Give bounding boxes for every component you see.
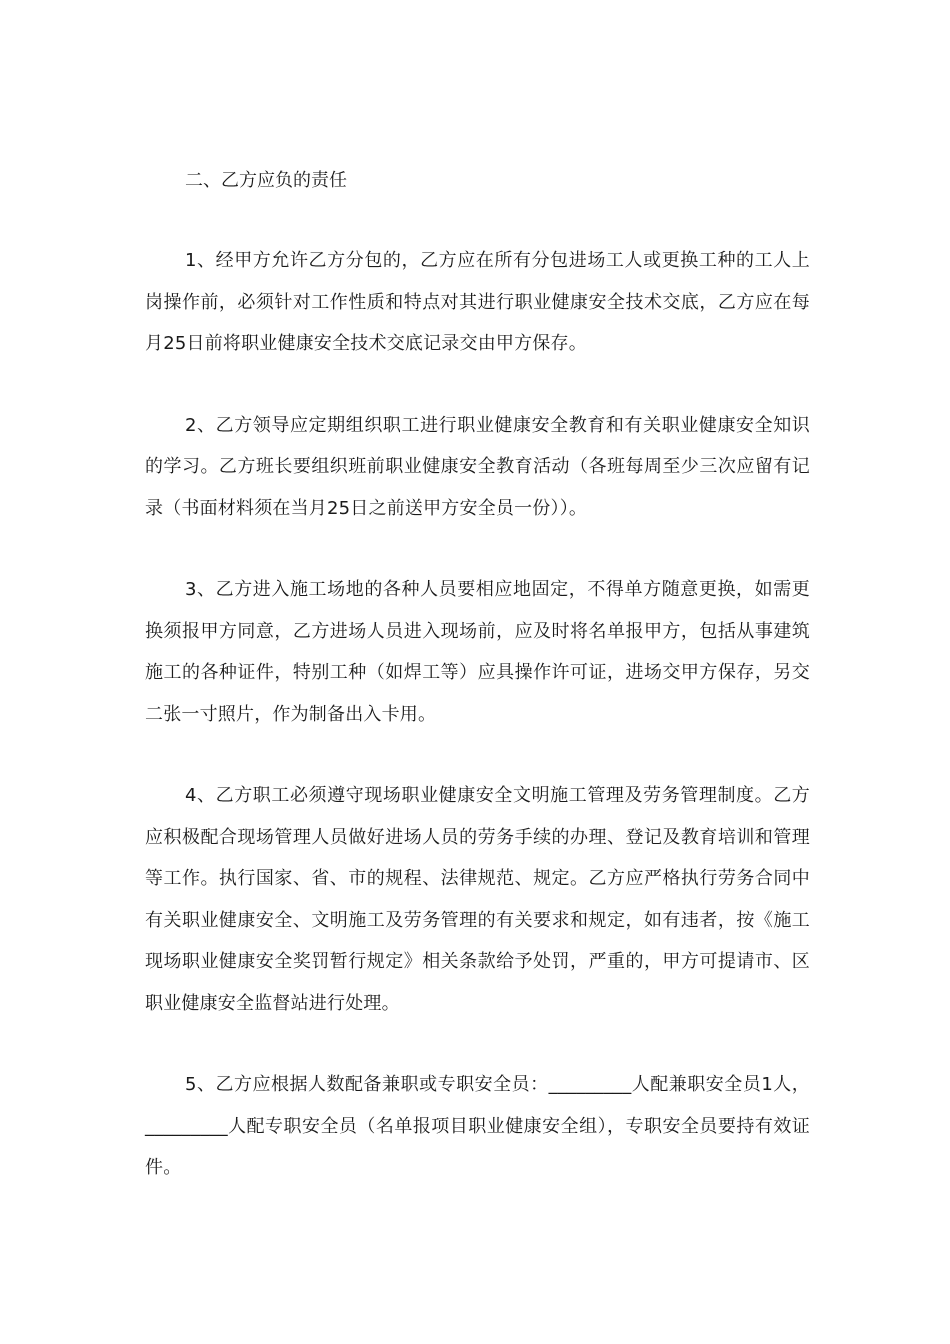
paragraph-3: 3、乙方进入施工场地的各种人员要相应地固定，不得单方随意更换，如需更换须报甲方同意，乙方进场人员进入现场前，应及时将名单报甲方，包括从事建筑施工的各种证件，特别工种（如焊工等）应具操作许可证，进场交甲方保存，另交二张一寸照片，作为制备出入卡用。 <box>145 579 810 725</box>
paragraph-2: 2、乙方领导应定期组织职工进行职业健康安全教育和有关职业健康安全知识的学习。乙方班长要组织班前职业健康安全教育活动（各班每周至少三次应留有记录（书面材料须在当月25日之前送甲方安全员一份））。 <box>145 414 810 519</box>
section-heading: 二、乙方应负的责任 <box>185 170 347 191</box>
paragraph-5: 5、乙方应根据人数配备兼职或专职安全员：_________人配兼职安全员1人，_________人配专职安全员（名单报项目职业健康安全组），专职安全员要持有效证件。 <box>145 1074 810 1178</box>
paragraph-1: 1、经甲方允许乙方分包的，乙方应在所有分包进场工人或更换工种的工人上岗操作前，必须针对工作性质和特点对其进行职业健康安全技术交底，乙方应在每月25日前将职业健康安全技术交底记录交由甲方保存。 <box>145 250 810 354</box>
document-body <box>145 162 810 1189</box>
paragraph-4: 4、乙方职工必须遵守现场职业健康安全文明施工管理及劳务管理制度。乙方应积极配合现场管理人员做好进场人员的劳务手续的办理、登记及教育培训和管理等工作。执行国家、省、市的规程、法律规范、规定。乙方应严格执行劳务合同中有关职业健康安全、文明施工及劳务管理的有关要求和规定，如有违者，按《施工现场职业健康安全奖罚暂行规定》相关条款给予处罚，严重的，甲方可提请市、区职业健康安全监督站进行处理。 <box>145 785 810 1014</box>
